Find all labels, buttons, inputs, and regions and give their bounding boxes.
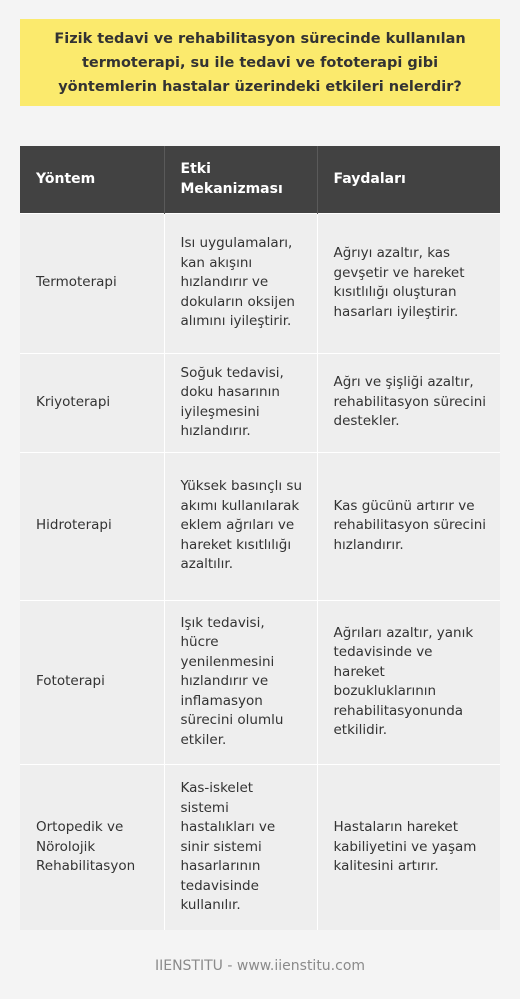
table-row: [20, 353, 500, 452]
cell-benefits: Hastaların hareket kabiliyetini ve yaşam kalitesini artırır.: [317, 764, 500, 930]
methods-table: [20, 146, 500, 930]
cell-benefits: Ağrıyı azaltır, kas gevşetir ve hareket kısıtlılığı oluşturan hasarları iyileştirir.: [317, 213, 500, 353]
cell-mechanism: Isı uygulamaları, kan akışını hızlandırır ve dokuların oksijen alımını iyileştirir.: [164, 213, 317, 353]
cell-method: Fototerapi: [20, 600, 164, 764]
table-row: [20, 213, 500, 353]
page-title: Fizik tedavi ve rehabilitasyon sürecinde kullanılan termoterapi, su ile tedavi ve fototerapi gibi yöntemlerin hastalar üzerindeki etkileri nelerdir?: [20, 19, 500, 106]
column-header-method: Yöntem: [20, 146, 164, 213]
table-row: [20, 764, 500, 930]
cell-mechanism: Işık tedavisi, hücre yenilenmesini hızlandırır ve inflamasyon sürecini olumlu etkiler.: [164, 600, 317, 764]
cell-mechanism: Yüksek basınçlı su akımı kullanılarak eklem ağrıları ve hareket kısıtlılığı azaltılır.: [164, 452, 317, 600]
cell-method: Hidroterapi: [20, 452, 164, 600]
cell-mechanism: Kas-iskelet sistemi hastalıkları ve sinir sistemi hasarlarının tedavisinde kullanılır.: [164, 764, 317, 930]
cell-method: Ortopedik ve Nörolojik Rehabilitasyon: [20, 764, 164, 930]
table-row: [20, 600, 500, 764]
cell-method: Kriyoterapi: [20, 353, 164, 452]
table-header-row: [20, 146, 500, 213]
column-header-benefits: Faydaları: [317, 146, 500, 213]
column-header-mechanism: Etki Mekanizması: [164, 146, 317, 213]
cell-benefits: Ağrı ve şişliği azaltır, rehabilitasyon sürecini destekler.: [317, 353, 500, 452]
cell-mechanism: Soğuk tedavisi, doku hasarının iyileşmesini hızlandırır.: [164, 353, 317, 452]
table-row: [20, 452, 500, 600]
cell-method: Termoterapi: [20, 213, 164, 353]
cell-benefits: Kas gücünü artırır ve rehabilitasyon sürecini hızlandırır.: [317, 452, 500, 600]
cell-benefits: Ağrıları azaltır, yanık tedavisinde ve hareket bozukluklarının rehabilitasyonunda etkilidir.: [317, 600, 500, 764]
footer-credit: IIENSTITU - www.iienstitu.com: [154, 958, 366, 974]
